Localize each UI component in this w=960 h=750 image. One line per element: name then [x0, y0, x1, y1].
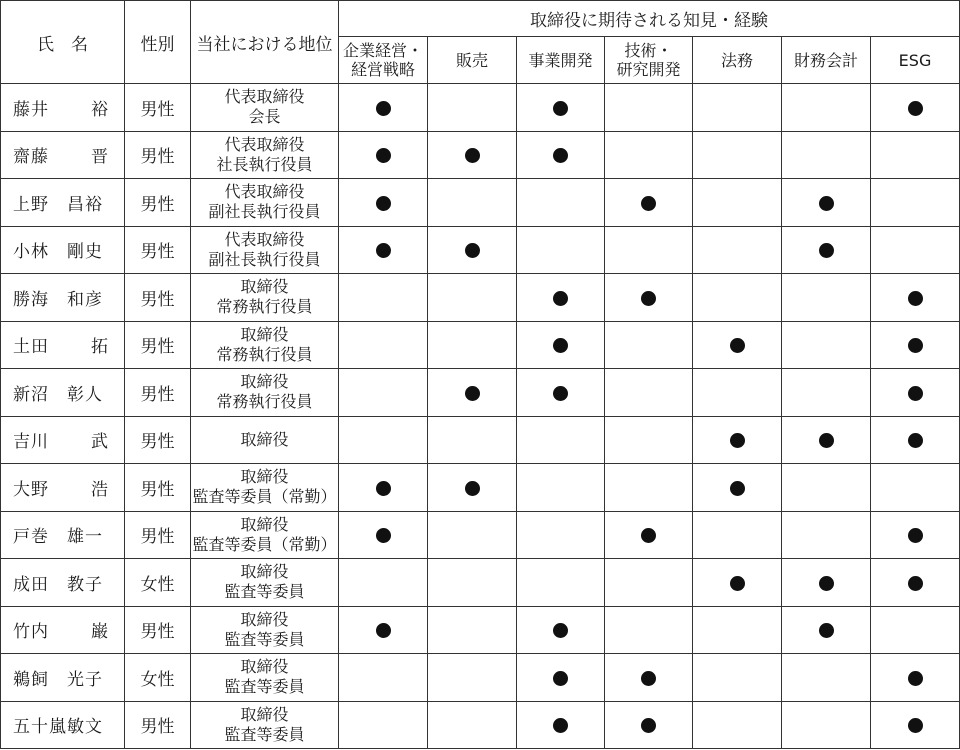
position-line1: 取締役 [240, 429, 289, 449]
position-line2: 監査等委員 [224, 582, 305, 602]
family-name: 成田 [13, 574, 49, 595]
gender: 男性 [125, 274, 191, 322]
skill-cell [693, 606, 782, 654]
position-line1: 取締役 [240, 704, 289, 724]
given-name: 敏文 [67, 717, 103, 738]
skill-cell [693, 226, 782, 274]
position-line2: 副社長執行役員 [208, 202, 321, 222]
header-skill-1 [428, 37, 517, 84]
skill-cell [871, 226, 960, 274]
filled-circle-icon [908, 386, 923, 401]
header-skill-line1: 販売 [455, 50, 488, 70]
skill-cell [782, 84, 871, 132]
skill-cell [428, 559, 517, 607]
header-skill-5 [782, 37, 871, 84]
table-row [1, 274, 960, 322]
filled-circle-icon [908, 671, 923, 686]
filled-circle-icon [819, 433, 834, 448]
header-skill-0 [339, 37, 428, 84]
header-skill-3 [605, 37, 693, 84]
header-skill-line1: 財務会計 [793, 50, 858, 70]
filled-circle-icon [730, 338, 745, 353]
given-name: 昌裕 [67, 194, 103, 215]
skill-cell [339, 701, 428, 749]
position-line2: 監査等委員 [224, 629, 305, 649]
position [191, 654, 339, 702]
gender: 女性 [125, 654, 191, 702]
skill-cell [605, 511, 693, 559]
skill-cell [871, 179, 960, 227]
header-skill-6 [871, 37, 960, 84]
family-name: 竹内 [13, 622, 49, 643]
filled-circle-icon [730, 481, 745, 496]
skill-cell [428, 464, 517, 512]
skill-cell [428, 274, 517, 322]
skill-cell [517, 416, 605, 464]
director-name [1, 559, 125, 607]
position-line1: 取締役 [240, 609, 289, 629]
skill-cell [871, 274, 960, 322]
skill-cell [517, 321, 605, 369]
position-line1: 代表取締役 [224, 134, 305, 154]
gender: 男性 [125, 321, 191, 369]
skill-cell [428, 226, 517, 274]
filled-circle-icon [553, 671, 568, 686]
filled-circle-icon [553, 338, 568, 353]
filled-circle-icon [730, 576, 745, 591]
skill-cell [693, 464, 782, 512]
position-line2: 副社長執行役員 [208, 249, 321, 269]
filled-circle-icon [376, 101, 391, 116]
filled-circle-icon [376, 481, 391, 496]
skill-cell [693, 416, 782, 464]
table-row [1, 606, 960, 654]
skill-cell [871, 606, 960, 654]
skill-cell [693, 131, 782, 179]
header-skill-2 [517, 37, 605, 84]
position-line2: 常務執行役員 [216, 297, 313, 317]
gender: 男性 [125, 131, 191, 179]
position-line1: 代表取締役 [224, 182, 305, 202]
skill-cell [339, 226, 428, 274]
skill-cell [782, 464, 871, 512]
filled-circle-icon [553, 386, 568, 401]
skill-cell [605, 701, 693, 749]
gender: 女性 [125, 559, 191, 607]
skill-cell [339, 511, 428, 559]
filled-circle-icon [908, 338, 923, 353]
table-row [1, 559, 960, 607]
skill-cell [605, 321, 693, 369]
position [191, 416, 339, 464]
position-line2: 監査等委員（常勤） [192, 534, 337, 554]
position [191, 464, 339, 512]
skill-cell [693, 321, 782, 369]
skill-cell [517, 84, 605, 132]
skill-cell [782, 131, 871, 179]
family-name: 藤井 [13, 99, 49, 120]
given-name: 剛史 [67, 242, 103, 263]
gender: 男性 [125, 226, 191, 274]
family-name: 新沼 [13, 384, 49, 405]
position-line2: 監査等委員 [224, 677, 305, 697]
director-name [1, 369, 125, 417]
skill-cell [517, 464, 605, 512]
table-body [1, 84, 960, 749]
skill-cell [871, 701, 960, 749]
gender: 男性 [125, 179, 191, 227]
director-name [1, 179, 125, 227]
position [191, 559, 339, 607]
director-name [1, 84, 125, 132]
skill-cell [428, 131, 517, 179]
position-line1: 取締役 [240, 277, 289, 297]
skill-cell [871, 131, 960, 179]
skill-cell [605, 84, 693, 132]
skill-cell [782, 511, 871, 559]
skill-cell [339, 321, 428, 369]
skill-cell [428, 179, 517, 227]
skill-cell [517, 511, 605, 559]
table-row [1, 511, 960, 559]
skill-cell [782, 416, 871, 464]
skill-cell [428, 84, 517, 132]
skill-cell [339, 274, 428, 322]
header-skill-line1: 技術・ [624, 41, 673, 60]
filled-circle-icon [908, 718, 923, 733]
filled-circle-icon [376, 623, 391, 638]
skill-cell [782, 654, 871, 702]
skill-cell [339, 559, 428, 607]
position-line2: 監査等委員 [224, 724, 305, 744]
position [191, 226, 339, 274]
gender: 男性 [125, 416, 191, 464]
filled-circle-icon [641, 291, 656, 306]
gender: 男性 [125, 84, 191, 132]
skill-cell [782, 226, 871, 274]
skill-cell [605, 606, 693, 654]
filled-circle-icon [553, 623, 568, 638]
skill-cell [693, 274, 782, 322]
filled-circle-icon [819, 623, 834, 638]
skill-cell [871, 369, 960, 417]
filled-circle-icon [641, 528, 656, 543]
skill-cell [517, 654, 605, 702]
skill-cell [693, 701, 782, 749]
header-skills-group: 取締役に期待される知見・経験 [339, 1, 960, 37]
skill-cell [782, 559, 871, 607]
filled-circle-icon [908, 101, 923, 116]
skill-cell [871, 416, 960, 464]
family-name: 小林 [13, 242, 49, 263]
skill-cell [517, 606, 605, 654]
skill-cell [339, 179, 428, 227]
filled-circle-icon [730, 433, 745, 448]
position-line2: 監査等委員（常勤） [192, 487, 337, 507]
skill-cell [605, 131, 693, 179]
filled-circle-icon [819, 576, 834, 591]
skill-cell [693, 84, 782, 132]
skill-cell [605, 226, 693, 274]
filled-circle-icon [641, 671, 656, 686]
gender: 男性 [125, 464, 191, 512]
header-name: 氏 名 [1, 1, 125, 84]
director-name [1, 464, 125, 512]
skill-cell [428, 416, 517, 464]
position-line1: 取締役 [240, 657, 289, 677]
filled-circle-icon [376, 528, 391, 543]
gender: 男性 [125, 369, 191, 417]
skill-cell [517, 559, 605, 607]
header-skill-line1: 事業開発 [528, 50, 593, 70]
skill-cell [605, 369, 693, 417]
header-skill-4 [693, 37, 782, 84]
skill-cell [782, 369, 871, 417]
position-line1: 取締役 [240, 467, 289, 487]
skill-cell [428, 511, 517, 559]
header-skill-line1: 企業経営・ [342, 41, 423, 60]
skill-cell [339, 131, 428, 179]
skill-cell [693, 559, 782, 607]
director-name [1, 321, 125, 369]
skill-cell [428, 606, 517, 654]
given-name: 彰人 [67, 384, 103, 405]
skill-cell [428, 321, 517, 369]
position-line1: 取締役 [240, 514, 289, 534]
director-name [1, 416, 125, 464]
filled-circle-icon [376, 196, 391, 211]
skill-cell [782, 701, 871, 749]
header-gender: 性別 [125, 1, 191, 84]
table-row [1, 416, 960, 464]
skill-cell [693, 654, 782, 702]
given-name: 教子 [67, 574, 103, 595]
position-line1: 取締役 [240, 324, 289, 344]
position [191, 321, 339, 369]
filled-circle-icon [376, 243, 391, 258]
filled-circle-icon [908, 528, 923, 543]
filled-circle-icon [819, 243, 834, 258]
director-name [1, 701, 125, 749]
given-name: 拓 [91, 337, 109, 358]
table-row [1, 131, 960, 179]
filled-circle-icon [819, 196, 834, 211]
header-skill-line1: 法務 [720, 50, 753, 70]
position [191, 131, 339, 179]
position [191, 179, 339, 227]
skill-cell [871, 511, 960, 559]
skill-cell [693, 369, 782, 417]
filled-circle-icon [908, 433, 923, 448]
skill-cell [339, 654, 428, 702]
skill-cell [517, 131, 605, 179]
table-row [1, 464, 960, 512]
filled-circle-icon [553, 148, 568, 163]
skill-cell [871, 321, 960, 369]
skill-cell [605, 654, 693, 702]
filled-circle-icon [465, 481, 480, 496]
family-name: 吉川 [13, 432, 49, 453]
given-name: 光子 [67, 669, 103, 690]
family-name: 戸巻 [13, 527, 49, 548]
skill-cell [693, 511, 782, 559]
given-name: 晋 [91, 147, 109, 168]
family-name: 鵜飼 [13, 669, 49, 690]
family-name: 上野 [13, 194, 49, 215]
gender: 男性 [125, 511, 191, 559]
skill-cell [871, 464, 960, 512]
header-skill-line2: 研究開発 [616, 60, 681, 79]
table-header [1, 1, 960, 84]
skill-cell [605, 274, 693, 322]
skill-cell [693, 179, 782, 227]
skill-cell [339, 464, 428, 512]
skill-cell [782, 179, 871, 227]
position-line1: 代表取締役 [224, 229, 305, 249]
filled-circle-icon [465, 148, 480, 163]
skill-cell [339, 369, 428, 417]
director-name [1, 606, 125, 654]
header-position: 当社における地位 [191, 1, 339, 84]
filled-circle-icon [553, 718, 568, 733]
position-line2: 常務執行役員 [216, 392, 313, 412]
given-name: 裕 [91, 99, 109, 120]
skill-cell [428, 369, 517, 417]
given-name: 浩 [91, 479, 109, 500]
position [191, 369, 339, 417]
given-name: 武 [91, 432, 109, 453]
position-line1: 取締役 [240, 372, 289, 392]
position [191, 274, 339, 322]
family-name: 齋藤 [13, 147, 49, 168]
skill-cell [339, 416, 428, 464]
filled-circle-icon [465, 386, 480, 401]
skill-cell [782, 321, 871, 369]
filled-circle-icon [908, 576, 923, 591]
director-name [1, 274, 125, 322]
director-name [1, 654, 125, 702]
family-name: 勝海 [13, 289, 49, 310]
filled-circle-icon [908, 291, 923, 306]
filled-circle-icon [465, 243, 480, 258]
position [191, 511, 339, 559]
filled-circle-icon [553, 101, 568, 116]
skill-cell [605, 464, 693, 512]
filled-circle-icon [553, 291, 568, 306]
skill-cell [517, 369, 605, 417]
filled-circle-icon [376, 148, 391, 163]
given-name: 和彦 [67, 289, 103, 310]
filled-circle-icon [641, 718, 656, 733]
table-row [1, 321, 960, 369]
skill-cell [428, 701, 517, 749]
filled-circle-icon [641, 196, 656, 211]
header-skill-line1: ESG [898, 50, 932, 70]
family-name: 五十嵐 [13, 717, 67, 738]
skill-cell [517, 701, 605, 749]
position [191, 701, 339, 749]
table-row [1, 701, 960, 749]
skill-cell [782, 606, 871, 654]
position [191, 606, 339, 654]
table-row [1, 179, 960, 227]
table-row [1, 369, 960, 417]
family-name: 土田 [13, 337, 49, 358]
skill-cell [339, 84, 428, 132]
skill-cell [339, 606, 428, 654]
header-skill-line2: 経営戦略 [350, 60, 415, 79]
table-row [1, 654, 960, 702]
skill-cell [605, 559, 693, 607]
table-row [1, 226, 960, 274]
skill-cell [871, 84, 960, 132]
family-name: 大野 [13, 479, 49, 500]
skill-cell [428, 654, 517, 702]
given-name: 巌 [91, 622, 109, 643]
position-line2: 会長 [248, 107, 281, 127]
position-line1: 代表取締役 [224, 87, 305, 107]
skill-cell [517, 226, 605, 274]
skill-cell [517, 179, 605, 227]
table-row [1, 84, 960, 132]
director-name [1, 131, 125, 179]
position-line1: 取締役 [240, 562, 289, 582]
gender: 男性 [125, 606, 191, 654]
skill-cell [605, 416, 693, 464]
director-name [1, 511, 125, 559]
skill-cell [871, 654, 960, 702]
given-name: 雄一 [67, 527, 103, 548]
skill-cell [605, 179, 693, 227]
skill-cell [782, 274, 871, 322]
gender: 男性 [125, 701, 191, 749]
position [191, 84, 339, 132]
skill-cell [517, 274, 605, 322]
skill-cell [871, 559, 960, 607]
position-line2: 社長執行役員 [216, 154, 313, 174]
director-name [1, 226, 125, 274]
position-line2: 常務執行役員 [216, 344, 313, 364]
